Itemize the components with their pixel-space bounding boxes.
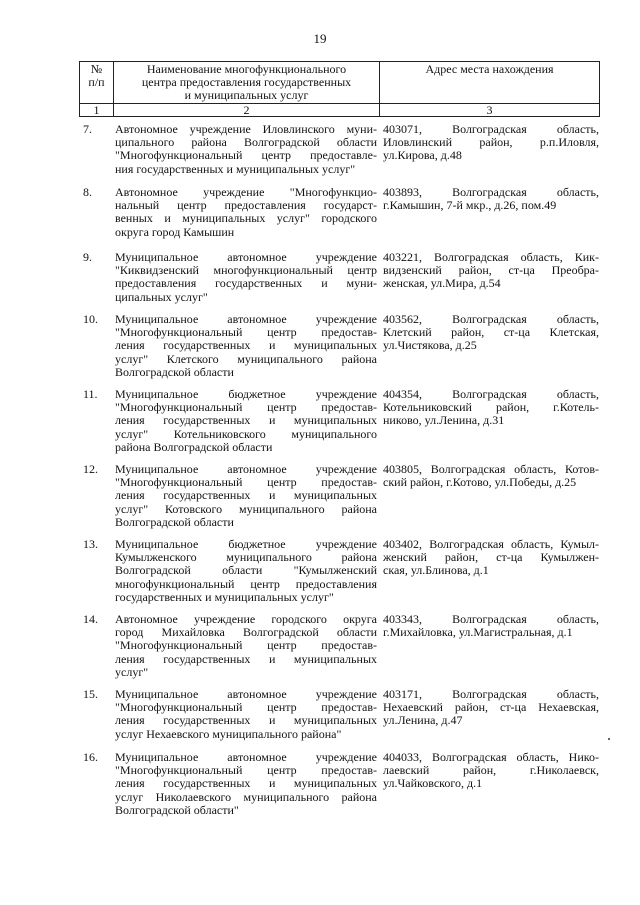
center-name	[115, 313, 381, 388]
center-name-line: "Многофункциональный центр предостав-	[115, 325, 377, 340]
center-address-line: ул.Кирова, д.48	[383, 148, 462, 163]
row-number: 13.	[83, 537, 98, 551]
center-name-line: ления государственных и муниципальных	[115, 338, 377, 353]
center-name	[115, 613, 381, 688]
center-address-line: ул.Чайковского, д.1	[383, 776, 483, 791]
center-name-line: "Многофункциональный центр предоставле-	[115, 148, 377, 163]
center-name-line: Муниципальное автономное учреждение	[115, 750, 377, 764]
center-name-line: Автономное учреждение Иловлинского муни-	[115, 122, 377, 136]
row-number: 9.	[83, 250, 92, 264]
centers-table	[79, 123, 599, 817]
center-address-line: ул.Ленина, д.47	[383, 713, 463, 728]
center-name-line: "Многофункциональный центр предостав-	[115, 700, 377, 715]
center-address	[381, 251, 599, 313]
center-address-line: 403402, Волгоградская область, Кумыл-	[383, 537, 599, 551]
center-name-line: "Многофункциональный центр предостав-	[115, 475, 377, 490]
center-name-line: услуг Нехаевского муниципального района"	[115, 726, 342, 741]
center-name-line: Муниципальное автономное учреждение	[115, 250, 377, 264]
center-name-line: услуг" Клетского муниципального района	[115, 351, 377, 366]
center-address-line: видзенский район, ст-ца Преобра-	[383, 263, 599, 278]
center-name-line: ления государственных и муниципальных	[115, 488, 377, 503]
center-name-line: ципальных услуг"	[115, 289, 208, 304]
center-name	[115, 388, 381, 463]
center-name-line: Муниципальное бюджетное учреждение	[115, 537, 377, 551]
center-address	[381, 688, 599, 751]
center-address-line: 403071, Волгоградская область,	[383, 122, 599, 136]
center-name-line: "Киквидзенский многофункциональный центр	[115, 263, 377, 278]
center-name-line: Автономное учреждение "Многофункцио-	[115, 185, 377, 199]
row-number: 7.	[83, 122, 92, 136]
center-name-line: нальный центр предоставления государст-	[115, 198, 377, 213]
center-name-line: "Многофункциональный центр предостав-	[115, 400, 377, 415]
column-index-3: 3	[380, 104, 600, 117]
table-row	[79, 613, 599, 688]
table-row	[79, 186, 599, 251]
table-row	[79, 538, 599, 613]
center-address-line: Иловлинский район, р.п.Иловля,	[383, 135, 599, 150]
center-name-line: "Многофункциональный центр предостав-	[115, 638, 377, 653]
row-number: 14.	[83, 612, 98, 626]
center-name	[115, 186, 381, 251]
header-name-line: и муниципальных услуг	[184, 88, 309, 102]
row-number: 8.	[83, 185, 92, 199]
center-address-line: ская, ул.Блинова, д.1	[383, 563, 489, 578]
center-name-line: Волгоградской области	[115, 514, 234, 529]
center-address-line: Клетский район, ст-ца Клетская,	[383, 325, 599, 340]
center-name-line: Волгоградской области "Кумылженский	[115, 563, 377, 578]
table-row	[79, 463, 599, 538]
center-name-line: Автономное учреждение городского округа	[115, 612, 377, 626]
center-name-line: услуг" Котовского муниципального района	[115, 501, 377, 516]
table-row	[79, 123, 599, 186]
center-name-line: предоставления государственных и муни-	[115, 276, 377, 291]
column-index-2: 2	[114, 104, 380, 117]
center-address	[381, 123, 599, 186]
center-name-line: округа город Камышин	[115, 224, 235, 239]
center-name-line: ления государственных и муниципальных	[115, 651, 377, 666]
center-name	[115, 123, 381, 186]
center-address-line: ул.Чистякова, д.25	[383, 338, 477, 353]
center-address-line: 404354, Волгоградская область,	[383, 387, 599, 401]
center-address-line: 403343, Волгоградская область,	[383, 612, 599, 626]
centers-table-body	[79, 123, 599, 817]
header-number-line: №	[90, 62, 103, 76]
center-name-line: Муниципальное автономное учреждение	[115, 687, 377, 701]
center-address	[381, 388, 599, 463]
page-number: 19	[313, 31, 327, 46]
center-name-line: "Многофункциональный центр предостав-	[115, 763, 377, 778]
scan-speck	[608, 738, 610, 740]
center-name-line: государственных и муниципальных услуг"	[115, 589, 334, 604]
center-name-line: венных и муниципальных услуг" городского	[115, 211, 377, 226]
center-name	[115, 463, 381, 538]
center-address-line: 403805, Волгоградская область, Котов-	[383, 462, 599, 476]
center-address-line: г.Михайловка, ул.Магистральная, д.1	[383, 625, 573, 640]
center-name-line: района Волгоградской области	[115, 439, 273, 454]
center-name	[115, 538, 381, 613]
center-address	[381, 463, 599, 538]
center-name-line: Муниципальное автономное учреждение	[115, 462, 377, 476]
center-address	[381, 313, 599, 388]
center-name	[115, 251, 381, 313]
column-index-1: 1	[80, 104, 114, 117]
center-name	[115, 688, 381, 751]
center-address	[381, 186, 599, 251]
center-address-line: 403171, Волгоградская область,	[383, 687, 599, 701]
table-row	[79, 313, 599, 388]
center-name-line: ления государственных и муниципальных	[115, 413, 377, 428]
center-address	[381, 538, 599, 613]
header-address-line: Адрес места нахождения	[425, 62, 554, 76]
center-name-line: Муниципальное бюджетное учреждение	[115, 387, 377, 401]
header-number-line: п/п	[88, 75, 105, 89]
center-address-line: никово, ул.Ленина, д.31	[383, 413, 505, 428]
center-address-line: 403562, Волгоградская область,	[383, 312, 599, 326]
row-number: 16.	[83, 750, 98, 764]
row-number: 12.	[83, 462, 98, 476]
center-name-line: многофункциональный центр предоставления	[115, 576, 377, 591]
center-address-line: 404033, Волгоградская область, Нико-	[383, 750, 599, 764]
center-address-line: женский район, ст-ца Кумылжен-	[383, 550, 599, 565]
center-name-line: Волгоградской области	[115, 364, 234, 379]
center-name-line: услуг" Котельниковского муниципального	[115, 426, 377, 441]
center-address-line: ский район, г.Котово, ул.Победы, д.25	[383, 475, 577, 490]
center-address	[381, 613, 599, 688]
center-address-line: г.Камышин, 7-й мкр., д.26, пом.49	[383, 198, 557, 213]
row-number: 10.	[83, 312, 98, 326]
center-address-line: 403221, Волгоградская область, Кик-	[383, 250, 599, 264]
center-name-line: ления государственных и муниципальных	[115, 713, 377, 728]
center-name-line: Волгоградской области"	[115, 802, 239, 817]
table-row	[79, 388, 599, 463]
center-address	[381, 751, 599, 817]
table-row	[79, 751, 599, 817]
table-row	[79, 688, 599, 751]
row-number: 11.	[83, 387, 98, 401]
center-name	[115, 751, 381, 817]
center-name-line: Муниципальное автономное учреждение	[115, 312, 377, 326]
center-name-line: ния государственных и муниципальных услуг"	[115, 161, 356, 176]
header-name-line: Наименование многофункционального	[146, 62, 347, 76]
center-name-line: услуг Николаевского муниципального района	[115, 789, 377, 804]
center-name-line: ципального района Волгоградской области	[115, 135, 377, 150]
header-number-cell	[80, 62, 114, 104]
table-row	[79, 251, 599, 313]
center-address-line: женская, ул.Мира, д.54	[383, 276, 501, 291]
header-name-line: центра предоставления государственных	[141, 75, 352, 89]
row-number: 15.	[83, 687, 98, 701]
center-address-line: Нехаевский район, ст-ца Нехаевская,	[383, 700, 599, 715]
header-address-cell	[380, 62, 600, 104]
center-address-line: Котельниковский район, г.Котель-	[383, 400, 599, 415]
table-header	[79, 61, 600, 117]
center-name-line: ления государственных и муниципальных	[115, 776, 377, 791]
header-name-cell	[114, 62, 380, 104]
center-address-line: 403893, Волгоградская область,	[383, 185, 599, 199]
center-name-line: услуг"	[115, 664, 149, 679]
center-address-line: лаевский район, г.Николаевск,	[383, 763, 599, 778]
center-name-line: город Михайловка Волгоградской области	[115, 625, 377, 640]
center-name-line: Кумылженского муниципального района	[115, 550, 377, 565]
